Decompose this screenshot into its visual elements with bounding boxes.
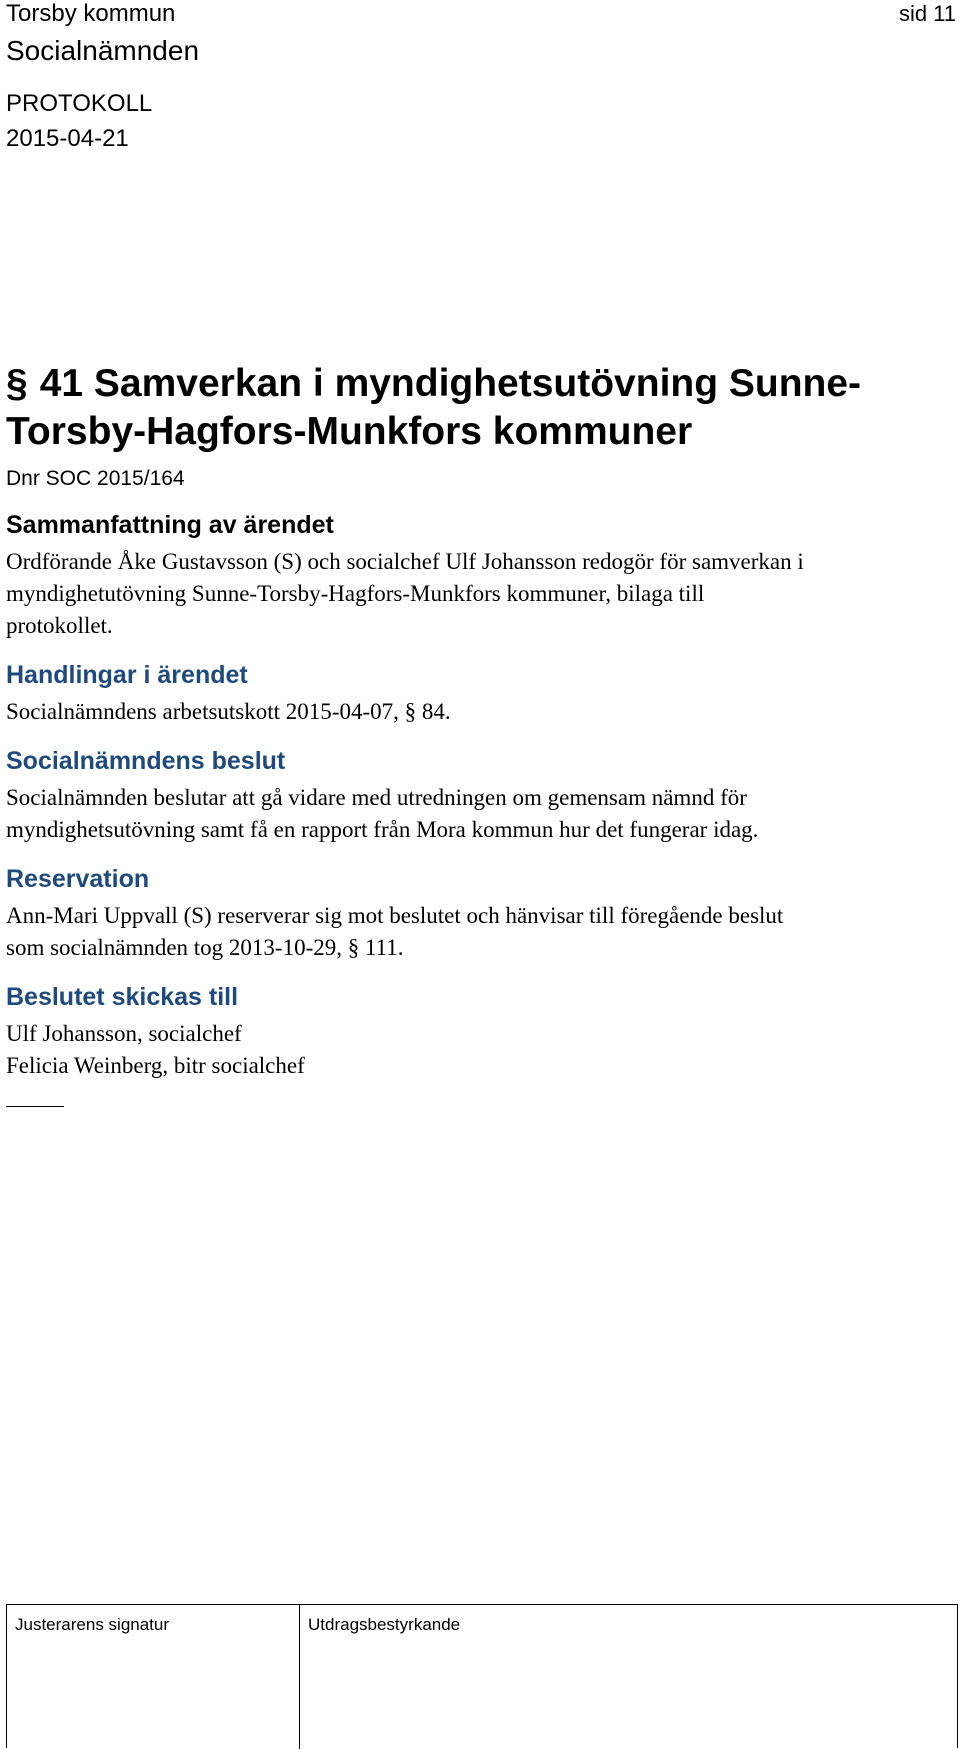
end-separator bbox=[6, 1106, 64, 1107]
item-title-text: 41 Samverkan i myndighetsutövning Sunne-Torsby-Hagfors-Munkfors kommuner bbox=[6, 362, 862, 453]
excerpt-certifier-label: Utdragsbestyrkande bbox=[308, 1615, 461, 1634]
summary-line: Ordförande Åke Gustavsson (S) och socialchef Ulf Johansson redogör för samverkan i bbox=[6, 549, 804, 574]
decision-paragraph bbox=[6, 782, 906, 846]
recipients-heading: Beslutet skickas till bbox=[6, 983, 239, 1011]
page-indicator bbox=[899, 0, 956, 28]
summary-paragraph bbox=[6, 546, 906, 642]
page-number: 11 bbox=[933, 1, 956, 26]
signature-table bbox=[6, 1604, 958, 1748]
recipients-list bbox=[6, 1018, 906, 1082]
excerpt-certifier-cell[interactable] bbox=[300, 1605, 957, 1749]
decision-line: myndighetsutövning samt få en rapport från Mora kommun hur det fungerar idag. bbox=[6, 817, 759, 842]
documents-heading: Handlingar i ärendet bbox=[6, 661, 248, 689]
reservation-paragraph bbox=[6, 900, 906, 964]
organization-name: Torsby kommun bbox=[6, 0, 176, 27]
adjuster-signature-label: Justerarens signatur bbox=[15, 1615, 170, 1634]
documents-line: Socialnämndens arbetsutskott 2015-04-07, § 84. bbox=[6, 699, 451, 724]
recipient-item: Ulf Johansson, socialchef bbox=[6, 1021, 242, 1046]
recipient-item: Felicia Weinberg, bitr socialchef bbox=[6, 1053, 305, 1078]
section-sign: § bbox=[6, 362, 28, 405]
document-date: 2015-04-21 bbox=[6, 125, 129, 152]
decision-heading: Socialnämndens beslut bbox=[6, 747, 286, 775]
summary-line: myndighetutövning Sunne-Torsby-Hagfors-Munkfors kommuner, bilaga till bbox=[6, 581, 705, 606]
adjuster-signature-cell[interactable] bbox=[7, 1605, 300, 1749]
reservation-heading: Reservation bbox=[6, 865, 150, 893]
page-label: sid bbox=[899, 1, 928, 26]
document-type: PROTOKOLL bbox=[6, 90, 153, 117]
documents-paragraph bbox=[6, 696, 906, 728]
item-title bbox=[6, 360, 906, 456]
summary-line: protokollet. bbox=[6, 613, 113, 638]
reservation-line: som socialnämnden tog 2013-10-29, § 111. bbox=[6, 935, 404, 960]
decision-line: Socialnämnden beslutar att gå vidare med utredningen om gemensam nämnd för bbox=[6, 785, 747, 810]
summary-heading: Sammanfattning av ärendet bbox=[6, 511, 334, 539]
department-name: Socialnämnden bbox=[6, 35, 200, 66]
case-number: Dnr SOC 2015/164 bbox=[6, 467, 185, 490]
reservation-line: Ann-Mari Uppvall (S) reserverar sig mot beslutet och hänvisar till föregående beslut bbox=[6, 903, 784, 928]
protocol-item bbox=[6, 360, 906, 1107]
